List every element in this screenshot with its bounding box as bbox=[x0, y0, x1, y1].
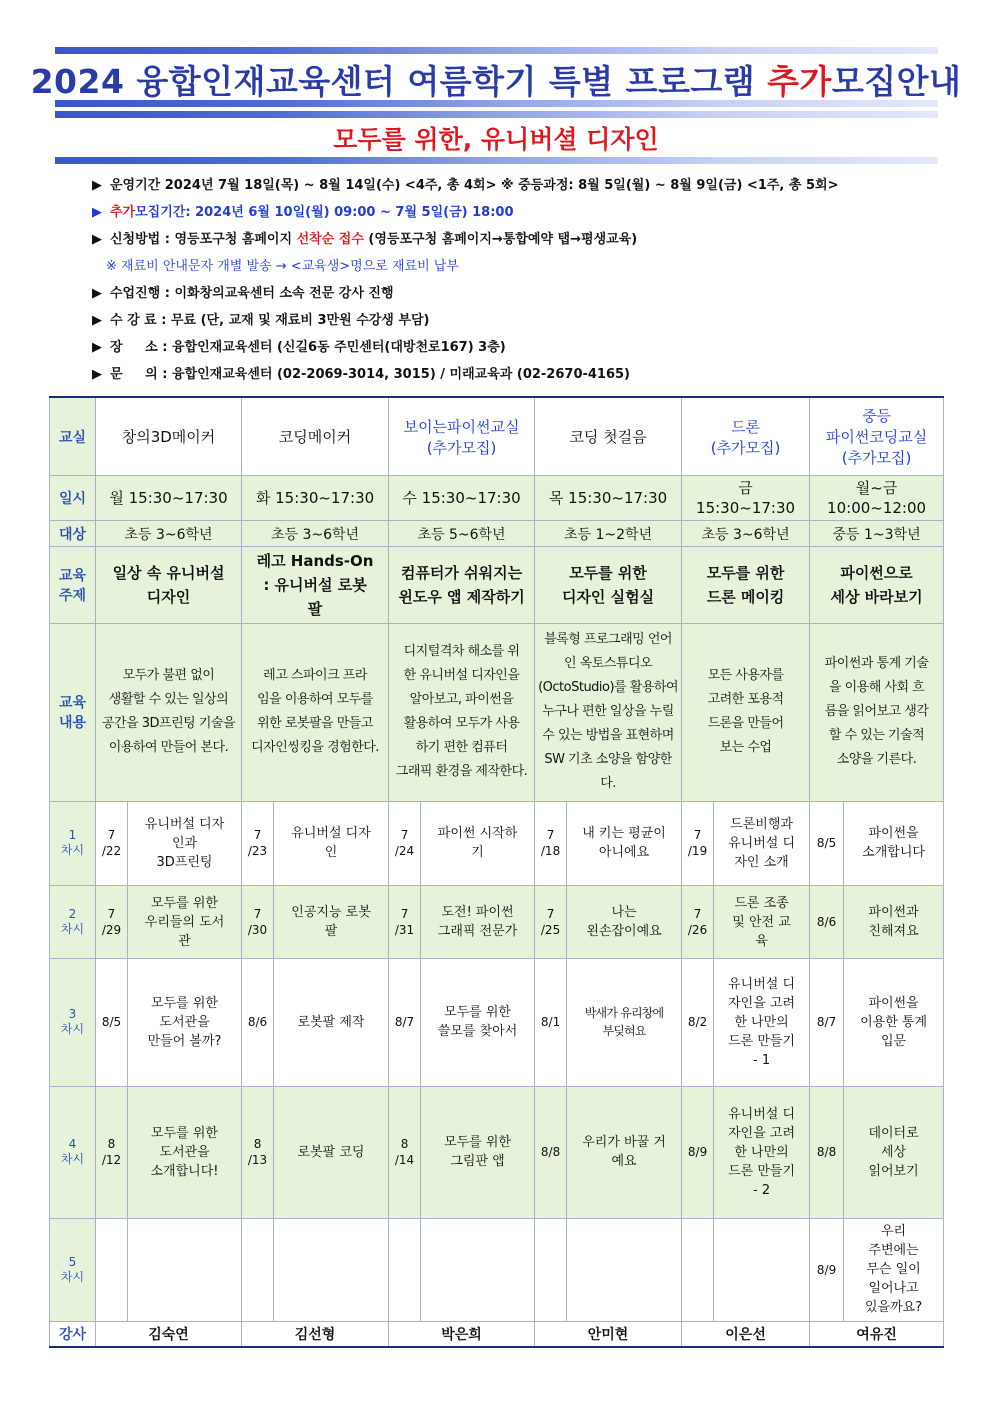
class-content-4: 모든 사용자를 고려한 포용적 드론을 만들어 보는 수업 bbox=[682, 624, 810, 801]
session-content-2-1: 파이썬 시작하 기 bbox=[421, 801, 535, 886]
session-label-3: 3 차시 bbox=[50, 958, 96, 1086]
session-date-3-5 bbox=[535, 1218, 567, 1321]
row-label-class: 교실 bbox=[50, 397, 96, 476]
class-time-5: 월~금 10:00~12:00 bbox=[810, 476, 944, 521]
class-time-0: 월 15:30~17:30 bbox=[96, 476, 242, 521]
session-date-0-1: 7 /22 bbox=[96, 801, 128, 886]
page-title: 2024 융합인재교육센터 여름학기 특별 프로그램 추가모집안내 bbox=[30, 62, 962, 101]
class-name-4: 드론 (추가모집) bbox=[682, 397, 810, 476]
session-date-4-1: 7 /19 bbox=[682, 801, 714, 886]
session-content-5-4: 데이터로 세상 읽어보기 bbox=[844, 1086, 944, 1218]
class-topic-0: 일상 속 유니버설 디자인 bbox=[96, 546, 242, 624]
session-date-3-2: 7 /25 bbox=[535, 886, 567, 959]
session-date-3-3: 8/1 bbox=[535, 958, 567, 1086]
session-date-3-1: 7 /18 bbox=[535, 801, 567, 886]
info-class: ▶ 수업진행 : 이화창의교육센터 소속 전문 강사 진행 bbox=[92, 286, 394, 301]
class-teacher-5: 여유진 bbox=[810, 1321, 944, 1347]
session-content-0-5 bbox=[128, 1218, 242, 1321]
session-content-1-3: 로봇팔 제작 bbox=[274, 958, 389, 1086]
session-date-0-4: 8 /12 bbox=[96, 1086, 128, 1218]
session-date-4-4: 8/9 bbox=[682, 1086, 714, 1218]
class-name-2: 보이는파이썬교실 (추가모집) bbox=[389, 397, 535, 476]
session-content-0-1: 유니버설 디자 인과 3D프린팅 bbox=[128, 801, 242, 886]
session-content-2-3: 모두를 위한 쓸모를 찾아서 bbox=[421, 958, 535, 1086]
class-name-3: 코딩 첫걸음 bbox=[535, 397, 682, 476]
session-date-2-2: 7 /31 bbox=[389, 886, 421, 959]
info-apply: ▶ 신청방법 : 영등포구청 홈페이지 선착순 접수 (영등포구청 홈페이지→통합예약 탭→평생교육) bbox=[92, 232, 638, 247]
session-content-5-2: 파이썬과 친해져요 bbox=[844, 886, 944, 959]
session-content-5-5: 우리 주변에는 무슨 일이 일어나고 있을까요? bbox=[844, 1218, 944, 1321]
session-date-0-5 bbox=[96, 1218, 128, 1321]
class-content-3: 블록형 프로그래밍 언어 인 옥토스튜디오 (OctoStudio)를 활용하여 누구나 편한 일상을 누릴 수 있는 방법을 표현하며 SW 기초 소양을 함양한다. bbox=[535, 624, 682, 801]
session-label-1: 1 차시 bbox=[50, 801, 96, 886]
class-topic-4: 모두를 위한 드론 메이킹 bbox=[682, 546, 810, 624]
session-content-3-1: 내 키는 평균이 아니에요 bbox=[567, 801, 682, 886]
info-fee: ▶ 수 강 료 : 무료 (단, 교재 및 재료비 3만원 수강생 부담) bbox=[92, 313, 430, 328]
session-date-5-4: 8/8 bbox=[810, 1086, 844, 1218]
class-teacher-3: 안미현 bbox=[535, 1321, 682, 1347]
subtitle-band-lower bbox=[55, 157, 938, 164]
session-date-1-5 bbox=[242, 1218, 274, 1321]
class-teacher-1: 김선형 bbox=[242, 1321, 389, 1347]
row-label-teacher: 강사 bbox=[50, 1321, 96, 1347]
session-date-5-5: 8/9 bbox=[810, 1218, 844, 1321]
class-target-1: 초등 3~6학년 bbox=[242, 521, 389, 546]
session-content-2-2: 도전! 파이썬 그래픽 전문가 bbox=[421, 886, 535, 959]
session-content-4-3: 유니버설 디 자인을 고려 한 나만의 드론 만들기 - 1 bbox=[714, 958, 810, 1086]
session-content-1-4: 로봇팔 코딩 bbox=[274, 1086, 389, 1218]
class-teacher-0: 김숙연 bbox=[96, 1321, 242, 1347]
session-date-5-3: 8/7 bbox=[810, 958, 844, 1086]
info-note: ※ 재료비 안내문자 개별 발송 → <교육생>명으로 재료비 납부 bbox=[106, 259, 459, 274]
session-label-5: 5 차시 bbox=[50, 1218, 96, 1321]
session-date-2-3: 8/7 bbox=[389, 958, 421, 1086]
class-topic-2: 컴퓨터가 쉬워지는 윈도우 앱 제작하기 bbox=[389, 546, 535, 624]
class-time-4: 금 15:30~17:30 bbox=[682, 476, 810, 521]
session-content-3-5 bbox=[567, 1218, 682, 1321]
page-subtitle: 모두를 위한, 유니버셜 디자인 bbox=[333, 125, 659, 154]
session-content-3-4: 우리가 바꿀 거 예요 bbox=[567, 1086, 682, 1218]
class-teacher-4: 이은선 bbox=[682, 1321, 810, 1347]
session-content-3-2: 나는 왼손잡이예요 bbox=[567, 886, 682, 959]
row-label-schedule: 일시 bbox=[50, 476, 96, 521]
class-content-2: 디지털격차 해소를 위 한 유니버설 디자인을 알아보고, 파이썬을 활용하여 모두가 사용 하기 편한 컴퓨터 그래픽 환경을 제작한다. bbox=[389, 624, 535, 801]
session-date-5-1: 8/5 bbox=[810, 801, 844, 886]
class-target-5: 중등 1~3학년 bbox=[810, 521, 944, 546]
info-period: ▶ 운영기간 2024년 7월 18일(목) ~ 8월 14일(수) <4주, 총 4회> ※ 중등과정: 8월 5일(월) ~ 8월 9일(금) <1주, 총 5회> bbox=[92, 178, 839, 193]
class-name-1: 코딩메이커 bbox=[242, 397, 389, 476]
subtitle-band-upper bbox=[55, 111, 938, 118]
session-date-2-1: 7 /24 bbox=[389, 801, 421, 886]
class-time-3: 목 15:30~17:30 bbox=[535, 476, 682, 521]
class-content-1: 레고 스파이크 프라 임을 이용하여 모두를 위한 로봇팔을 만들고 디자인씽킹을 경험한다. bbox=[242, 624, 389, 801]
session-date-5-2: 8/6 bbox=[810, 886, 844, 959]
class-topic-5: 파이썬으로 세상 바라보기 bbox=[810, 546, 944, 624]
session-content-0-4: 모두를 위한 도서관을 소개합니다! bbox=[128, 1086, 242, 1218]
session-content-4-2: 드론 조종 및 안전 교 육 bbox=[714, 886, 810, 959]
session-content-1-1: 유니버설 디자 인 bbox=[274, 801, 389, 886]
session-date-1-4: 8 /13 bbox=[242, 1086, 274, 1218]
session-content-4-5 bbox=[714, 1218, 810, 1321]
class-time-1: 화 15:30~17:30 bbox=[242, 476, 389, 521]
session-content-3-3: 박새가 유리창에 부딪혀요 bbox=[567, 958, 682, 1086]
session-date-3-4: 8/8 bbox=[535, 1086, 567, 1218]
class-target-4: 초등 3~6학년 bbox=[682, 521, 810, 546]
session-date-4-2: 7 /26 bbox=[682, 886, 714, 959]
session-content-4-4: 유니버설 디 자인을 고려 한 나만의 드론 만들기 - 2 bbox=[714, 1086, 810, 1218]
session-content-4-1: 드론비행과 유니버설 디 자인 소개 bbox=[714, 801, 810, 886]
session-content-1-2: 인공지능 로봇 팔 bbox=[274, 886, 389, 959]
row-label-topic: 교육 주제 bbox=[50, 546, 96, 624]
session-label-2: 2 차시 bbox=[50, 886, 96, 959]
info-list bbox=[92, 172, 838, 388]
info-recruit: ▶ 추가모집기간: 2024년 6월 10일(월) 09:00 ~ 7월 5일(금) 18:00 bbox=[92, 205, 514, 220]
session-content-5-1: 파이썬을 소개합니다 bbox=[844, 801, 944, 886]
class-content-0: 모두가 불편 없이 생활할 수 있는 일상의 공간을 3D프린팅 기술을 이용하여 만들어 본다. bbox=[96, 624, 242, 801]
session-content-2-5 bbox=[421, 1218, 535, 1321]
class-target-0: 초등 3~6학년 bbox=[96, 521, 242, 546]
session-label-4: 4 차시 bbox=[50, 1086, 96, 1218]
session-date-1-1: 7 /23 bbox=[242, 801, 274, 886]
session-content-1-5 bbox=[274, 1218, 389, 1321]
class-target-3: 초등 1~2학년 bbox=[535, 521, 682, 546]
session-date-1-3: 8/6 bbox=[242, 958, 274, 1086]
top-band-upper bbox=[55, 47, 938, 54]
class-target-2: 초등 5~6학년 bbox=[389, 521, 535, 546]
class-topic-1: 레고 Hands-On : 유니버설 로봇 팔 bbox=[242, 546, 389, 624]
class-name-5: 중등 파이썬코딩교실 (추가모집) bbox=[810, 397, 944, 476]
session-content-5-3: 파이썬을 이용한 통계 입문 bbox=[844, 958, 944, 1086]
info-contact: ▶ 문 의 : 융합인재교육센터 (02-2069-3014, 3015) / 미래교육과 (02-2670-4165) bbox=[92, 367, 631, 382]
schedule-table bbox=[49, 396, 944, 1348]
class-time-2: 수 15:30~17:30 bbox=[389, 476, 535, 521]
row-label-target: 대상 bbox=[50, 521, 96, 546]
row-label-content: 교육 내용 bbox=[50, 624, 96, 801]
session-date-2-4: 8 /14 bbox=[389, 1086, 421, 1218]
session-date-4-3: 8/2 bbox=[682, 958, 714, 1086]
class-name-0: 창의3D메이커 bbox=[96, 397, 242, 476]
session-date-0-2: 7 /29 bbox=[96, 886, 128, 959]
session-content-0-3: 모두를 위한 도서관을 만들어 볼까? bbox=[128, 958, 242, 1086]
session-date-2-5 bbox=[389, 1218, 421, 1321]
session-date-1-2: 7 /30 bbox=[242, 886, 274, 959]
class-teacher-2: 박은희 bbox=[389, 1321, 535, 1347]
info-place: ▶ 장 소 : 융합인재교육센터 (신길6동 주민센터(대방천로167) 3층) bbox=[92, 340, 506, 355]
session-content-2-4: 모두를 위한 그림판 앱 bbox=[421, 1086, 535, 1218]
session-date-0-3: 8/5 bbox=[96, 958, 128, 1086]
session-date-4-5 bbox=[682, 1218, 714, 1321]
class-topic-3: 모두를 위한 디자인 실험실 bbox=[535, 546, 682, 624]
session-content-0-2: 모두를 위한 우리들의 도서 관 bbox=[128, 886, 242, 959]
class-content-5: 파이썬과 통계 기술 을 이용해 사회 흐 름을 읽어보고 생각 할 수 있는 기술적 소양을 기른다. bbox=[810, 624, 944, 801]
